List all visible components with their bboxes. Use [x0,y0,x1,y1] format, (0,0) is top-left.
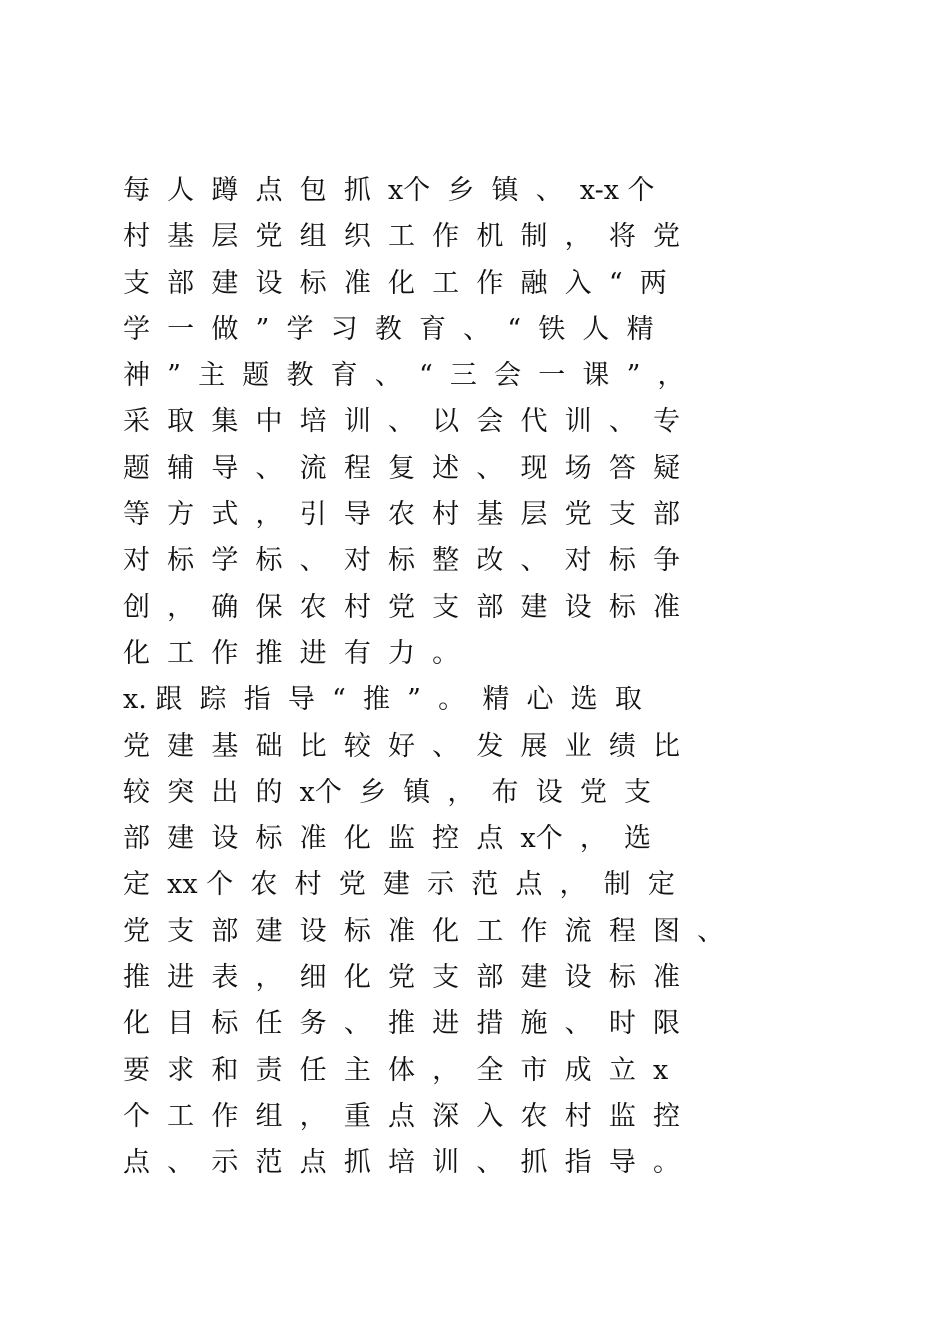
text-line: 点 、 示 范 点 抓 培 训 、 抓 指 导 。 [123,1147,680,1179]
text-line: 每 人 蹲 点 包 抓 x个 乡 镇 、 x-x 个 [123,175,655,206]
text-line: 党 建 基 础 比 较 好 、 发 展 业 绩 比 [123,730,680,762]
text-line: 要 求 和 责 任 主 体 ， 全 市 成 立 x [123,1054,669,1086]
text-line: 定 xx 个 农 村 党 建 示 范 点 ， 制 定 [123,869,675,901]
text-line: 神 ” 主 题 教 育 、 “ 三 会 一 课 ” ， [123,360,685,392]
text-line: 化 工 作 推 进 有 力 。 [123,637,460,669]
text-line: 个 工 作 组 ， 重 点 深 入 农 村 监 控 [123,1100,680,1132]
text-line: 创 ， 确 保 农 村 党 支 部 建 设 标 准 [123,591,680,623]
text-line: 推 进 表 ， 细 化 党 支 部 建 设 标 准 [123,962,680,994]
body-text [123,168,843,1187]
text-line: 等 方 式 ， 引 导 农 村 基 层 党 支 部 [123,499,680,531]
text-line: 采 取 集 中 培 训 、 以 会 代 训 、 专 [123,406,680,438]
text-line: 题 辅 导 、 流 程 复 述 、 现 场 答 疑 [123,452,680,484]
text-line: 部 建 设 标 准 化 监 控 点 x个 ， 选 [123,823,652,855]
text-line: 党 支 部 建 设 标 准 化 工 作 流 程 图 、 [123,915,725,947]
text-line: 村 基 层 党 组 织 工 作 机 制 ， 将 党 [123,221,680,253]
text-line: 对 标 学 标 、 对 标 整 改 、 对 标 争 [123,545,680,577]
text-line: 支 部 建 设 标 准 化 工 作 融 入 “ 两 [123,267,667,299]
text-line: 学 一 做 ” 学 习 教 育 、 “ 铁 人 精 [123,313,654,345]
section-heading-line: x. 跟 踪 指 导 “ 推 ” 。 精 心 选 取 [123,684,642,716]
text-line: 化 目 标 任 务 、 推 进 措 施 、 时 限 [123,1008,680,1040]
text-line: 较 突 出 的 x个 乡 镇 ， 布 设 党 支 [123,776,652,808]
